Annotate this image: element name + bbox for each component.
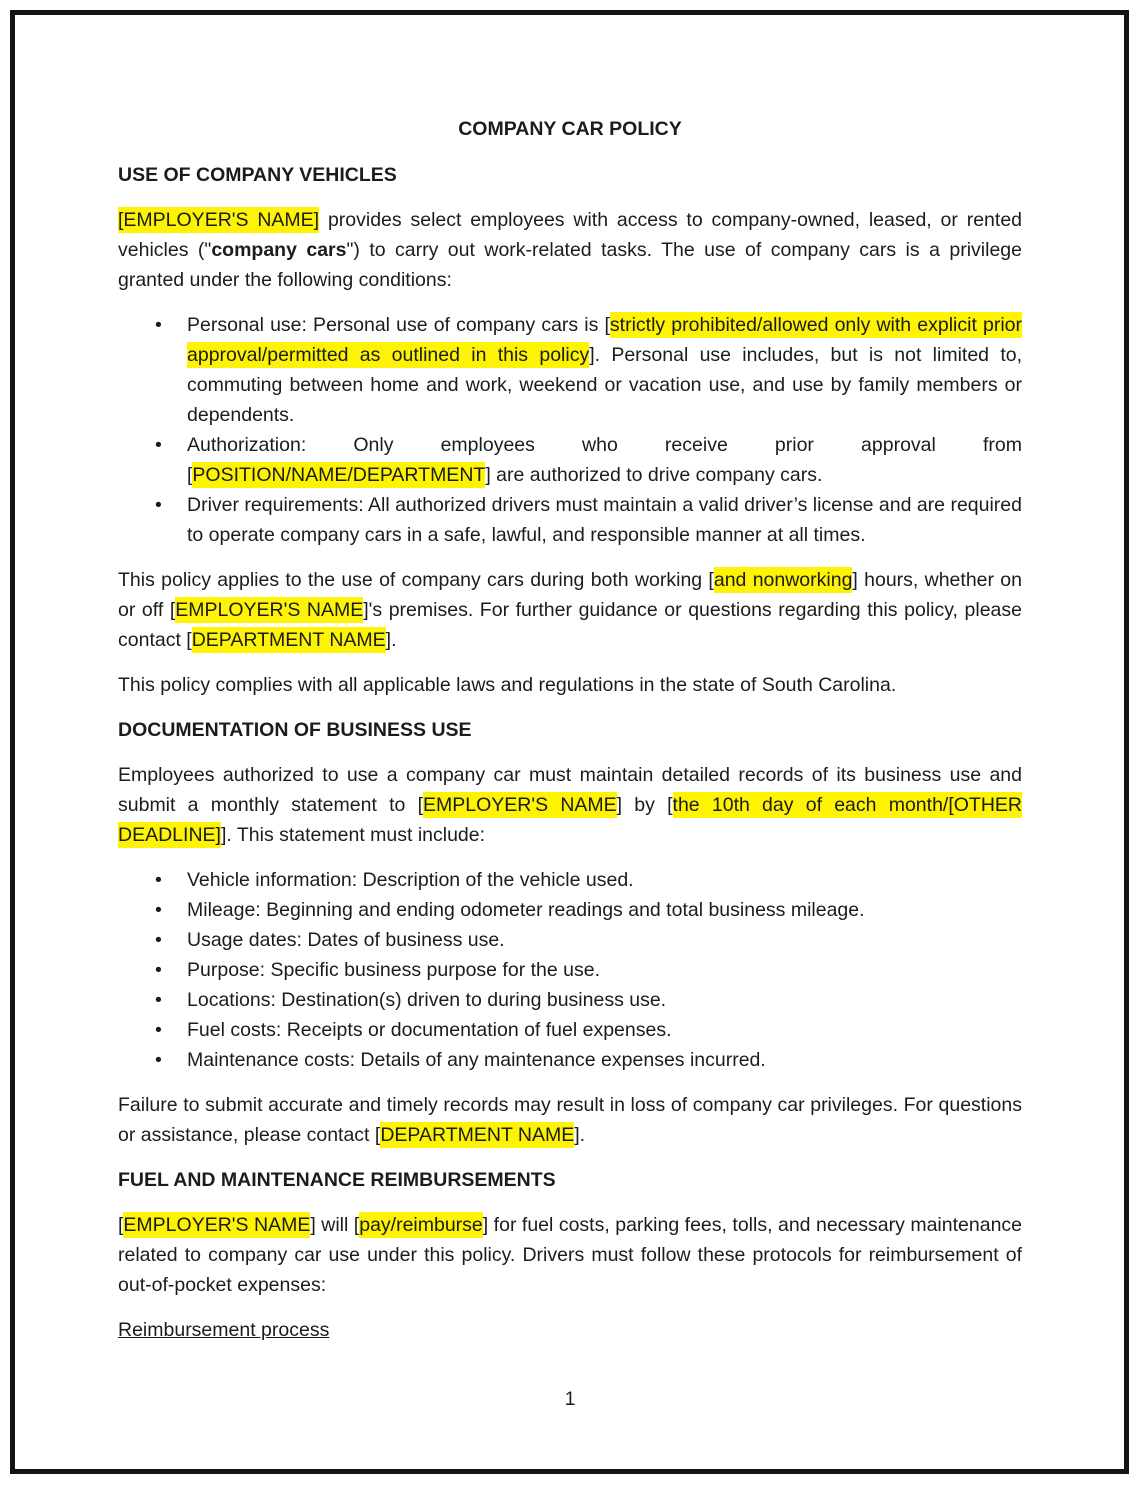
placeholder-deadline: the 10th day of each month/[OTHER DEADLINE] xyxy=(118,794,1022,846)
bullet-item-driver-requirements xyxy=(187,490,1022,550)
text-run: This policy applies to the use of company cars during both working [ xyxy=(118,569,714,591)
text-run: Mileage: Beginning and ending odometer readings and total business mileage. xyxy=(187,899,865,921)
placeholder-personal-use-option: strictly prohibited/allowed only with explicit prior approval/permitted as outlined in this policy xyxy=(187,314,1022,366)
bullet-item-locations xyxy=(187,985,1022,1015)
text-run: ] are authorized to drive company cars. xyxy=(485,464,823,486)
placeholder-employers-name: EMPLOYER'S NAME xyxy=(423,794,617,816)
text-run: Usage dates: Dates of business use. xyxy=(187,929,505,951)
text-run: [ xyxy=(118,1214,124,1236)
paragraph-documentation-intro xyxy=(118,760,1022,850)
paragraph-failure-to-submit xyxy=(118,1090,1022,1150)
paragraph-compliance: This policy complies with all applicable laws and regulations in the state of South Carolina. xyxy=(118,674,897,696)
bullet-item-authorization xyxy=(187,430,1022,490)
text-run: Authorization: Only employees who receive prior approval from [ xyxy=(187,434,1022,486)
placeholder-position-name-department: POSITION/NAME/DEPARTMENT xyxy=(192,464,486,486)
text-run: Personal use: Personal use of company cars is [ xyxy=(187,314,610,336)
subheading-reimbursement-process xyxy=(118,1315,1022,1345)
text-run: ] by [ xyxy=(616,794,673,816)
bullet-item-personal-use xyxy=(187,310,1022,430)
text-run: Failure to submit accurate and timely records may result in loss of company car privileges. For questions or assistance, please contact [ xyxy=(118,1094,1022,1146)
bullet-item-fuel-costs xyxy=(187,1015,1022,1045)
placeholder-employers-name: [EMPLOYER'S NAME] xyxy=(118,209,320,231)
bullet-item-maintenance-costs xyxy=(187,1045,1022,1075)
paragraph-reimbursement-intro xyxy=(118,1210,1022,1300)
text-run: ] will [ xyxy=(310,1214,360,1236)
paragraph-policy-applies xyxy=(118,565,1022,655)
text-run: Locations: Destination(s) driven to during business use. xyxy=(187,989,667,1011)
conditions-bullet-list xyxy=(118,310,1022,550)
section-heading-use-of-company-vehicles: USE OF COMPANY VEHICLES xyxy=(118,164,397,186)
placeholder-department-name: DEPARTMENT NAME xyxy=(191,629,386,651)
document-title: COMPANY CAR POLICY xyxy=(458,118,682,140)
text-run: ] for fuel costs, parking fees, tolls, and necessary maintenance related to company car use under this policy. Drivers must follow these protocols for reimbursement of out-of-pocket expenses: xyxy=(118,1214,1023,1296)
bullet-item-usage-dates xyxy=(187,925,1022,955)
placeholder-and-nonworking: and nonworking xyxy=(713,569,853,591)
text-run: ]'s premises. For further guidance or questions regarding this policy, please contact [ xyxy=(118,599,1022,651)
text-run: Fuel costs: Receipts or documentation of fuel expenses. xyxy=(187,1019,672,1041)
text-run: provides select employees with access to company-owned, leased, or rented vehicles (" xyxy=(118,209,1023,261)
bullet-item-vehicle-information xyxy=(187,865,1022,895)
placeholder-employers-name: EMPLOYER'S NAME xyxy=(175,599,364,621)
section-heading-documentation: DOCUMENTATION OF BUSINESS USE xyxy=(118,719,472,741)
statement-bullet-list xyxy=(118,865,1022,1075)
text-run: ]. xyxy=(574,1124,586,1146)
section-heading-fuel-maintenance: FUEL AND MAINTENANCE REIMBURSEMENTS xyxy=(118,1169,556,1191)
text-run: Maintenance costs: Details of any maintenance expenses incurred. xyxy=(187,1049,766,1071)
bullet-item-mileage xyxy=(187,895,1022,925)
text-run: Vehicle information: Description of the vehicle used. xyxy=(187,869,634,891)
placeholder-department-name: DEPARTMENT NAME xyxy=(380,1124,575,1146)
text-run: Employees authorized to use a company car must maintain detailed records of its business use and submit a monthly statement to [ xyxy=(118,764,1022,816)
text-run: ]. Personal use includes, but is not limited to, commuting between home and work, weekend or vacation use, and use by family members or dependents. xyxy=(187,344,1022,426)
underlined-text: Reimbursement process xyxy=(118,1319,330,1341)
page-number: 1 xyxy=(564,1388,576,1410)
text-run-bold-company-cars: company cars xyxy=(211,239,347,261)
document-content xyxy=(118,114,1022,1360)
text-run: ]. This statement must include: xyxy=(220,824,486,846)
paragraph-intro xyxy=(118,205,1022,295)
placeholder-pay-reimburse: pay/reimburse xyxy=(359,1214,483,1236)
text-run: ") to carry out work-related tasks. The use of company cars is a privilege granted under the following conditions: xyxy=(118,239,1022,291)
placeholder-employers-name: EMPLOYER'S NAME xyxy=(123,1214,311,1236)
bullet-item-purpose xyxy=(187,955,1022,985)
text-run: ] hours, whether on or off [ xyxy=(118,569,1022,621)
text-run: Purpose: Specific business purpose for the use. xyxy=(187,959,600,981)
text-run: Driver requirements: All authorized drivers must maintain a valid driver’s license and are required to operate company cars in a safe, lawful, and responsible manner at all times. xyxy=(187,494,1022,546)
text-run: ]. xyxy=(385,629,397,651)
